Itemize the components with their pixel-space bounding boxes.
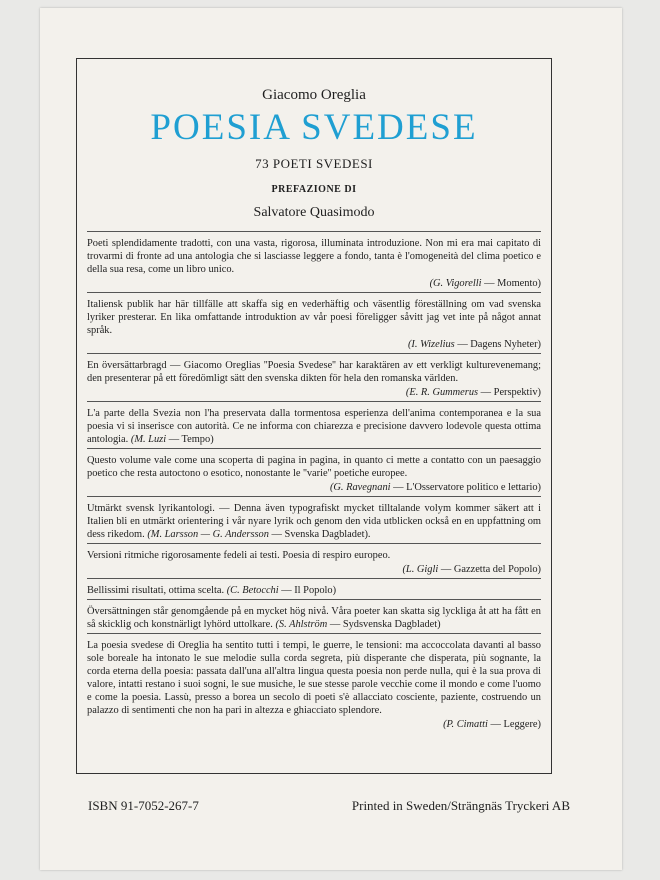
review-quote bbox=[87, 633, 541, 733]
source-name: (G. Vigorelli bbox=[429, 278, 482, 289]
source-name: (M. Larsson — G. Andersson bbox=[147, 529, 269, 540]
review-quote bbox=[87, 496, 541, 543]
text-frame bbox=[76, 58, 552, 774]
review-quote bbox=[87, 599, 541, 633]
book-subtitle: 73 POETI SVEDESI bbox=[255, 156, 373, 171]
quote-source bbox=[87, 718, 541, 731]
author-name: Giacomo Oreglia bbox=[262, 87, 366, 103]
review-quotes bbox=[87, 231, 541, 733]
source-name: (S. Ahlström bbox=[275, 619, 328, 630]
review-quote bbox=[87, 578, 541, 599]
quote-text: Poeti splendidamente tradotti, con una vasta, rigorosa, illuminata introduzione. Non mi era mai capitato di trovarmi di fronte ad una antologia che si lasciasse leggere a fondo, tanta è l'omogeneità del clima poetico e della sua resa, come un libro unico. bbox=[87, 238, 541, 275]
source-publication: — Leggere) bbox=[487, 719, 541, 730]
source-publication: — L'Osservatore politico e lettario) bbox=[390, 482, 541, 493]
source-name: (I. Wizelius bbox=[407, 339, 455, 350]
source-publication: — Gazzetta del Popolo) bbox=[438, 564, 541, 575]
quote-source bbox=[87, 386, 541, 399]
quote-source bbox=[87, 563, 541, 576]
quote-source bbox=[87, 277, 541, 290]
quote-text: Versioni ritmiche rigorosamente fedeli ai testi. Poesia di respiro europeo. bbox=[87, 550, 391, 561]
printer-info: Printed in Sweden/Strängnäs Tryckeri AB bbox=[351, 798, 570, 813]
review-quote bbox=[87, 401, 541, 448]
quote-source bbox=[87, 481, 541, 494]
source-name: (E. R. Gummerus bbox=[405, 387, 479, 398]
book-title: POESIA SVEDESE bbox=[150, 107, 478, 148]
quote-source bbox=[145, 529, 371, 540]
quote-text: Utmärkt svensk lyrikantologi. — Denna även typografiskt mycket tilltalande volym kommer säkert att i Italien bli en utmärkt orientering i vår nyare lyrik och genom den vida utblicken också en en uppfattning om dess rikedom. bbox=[87, 503, 541, 540]
quote-text: L'a parte della Svezia non l'ha preservata dalla tormentosa esperienza dell'anima contemporanea e la sua poesia vi si inserisce con autorità. Ce ne informa con chiarezza e precisione davvero lodevole questa ottima antologia. bbox=[87, 408, 541, 445]
isbn: ISBN 91-7052-267-7 bbox=[88, 798, 199, 813]
quote-text: La poesia svedese di Oreglia ha sentito tutti i tempi, le guerre, le tensioni: ma accoccolata davanti al basso sole boreale ha intonato le sue melodie sulla corda segreta, più disperante che disperata, più sognante, la corda eterna della poesia: passata dall'una all'altra lingua questa poesia non perde nulla, qui è la sua prova di valore, intatti restano i suoi sogni, le sue musiche, le sue stesse parole vecchie come il mondo e come l'uomo e come la poesia. Lassù, presso a borea un secolo di poeti s'è allacciato cosciente, paziente, costruendo un palazzo di sentimenti che non ha pari in altezza e ghiacciato splendore. bbox=[87, 640, 541, 716]
review-quote bbox=[87, 292, 541, 353]
review-quote bbox=[87, 543, 541, 578]
source-name: (C. Betocchi bbox=[226, 585, 279, 596]
source-name: (P. Cimatti bbox=[443, 719, 488, 730]
source-publication: — Sydsvenska Dagbladet) bbox=[327, 619, 441, 630]
source-publication: — Il Popolo) bbox=[278, 585, 337, 596]
source-publication: — Svenska Dagbladet). bbox=[268, 529, 371, 540]
quote-text: Bellissimi risultati, ottima scelta. bbox=[87, 585, 225, 596]
preface-label: PREFAZIONE DI bbox=[271, 184, 357, 195]
quote-source bbox=[87, 338, 541, 351]
quote-source bbox=[128, 434, 213, 445]
quote-source bbox=[273, 619, 441, 630]
quote-text: Questo volume vale come una scoperta di pagina in pagina, in quanto ci mette a contatto con un paesaggio poetico che resta autoctono o esotico, nonostante le ''varie'' poetiche europee. bbox=[87, 455, 541, 479]
review-quote bbox=[87, 448, 541, 496]
source-name: (M. Luzi bbox=[130, 434, 167, 445]
preface-author: Salvatore Quasimodo bbox=[253, 205, 375, 220]
review-quote bbox=[87, 231, 541, 292]
source-name: (L. Gigli bbox=[402, 564, 439, 575]
source-name: (G. Ravegnani bbox=[329, 482, 391, 493]
quote-text: En översättarbragd — Giacomo Oreglias ''Poesia Svedese'' har karaktären av ett verkligt kulturevenemang; den presenterar på ett föredömligt sätt den svenska dikten för hela den romanska världen. bbox=[87, 360, 541, 384]
quote-source bbox=[224, 585, 336, 596]
source-publication: — Perspektiv) bbox=[478, 387, 541, 398]
quote-text: Italiensk publik har här tillfälle att skaffa sig en vederhäftig och väsentlig föreställning om vad svenska lyriker presterar. En lika omfattande introduktion av vår poesi föreligger såvitt jag vet inte på något annat språk. bbox=[87, 299, 541, 336]
source-publication: — Dagens Nyheter) bbox=[454, 339, 541, 350]
review-quote bbox=[87, 353, 541, 401]
quote-text: Översättningen står genomgående på en mycket hög nivå. Våra poeter kan skatta sig lyckliga åt att ha fått en så skicklig och konstnärligt lyhörd uttolkare. bbox=[87, 606, 541, 630]
source-publication: — Tempo) bbox=[166, 434, 214, 445]
source-publication: — Momento) bbox=[481, 278, 541, 289]
